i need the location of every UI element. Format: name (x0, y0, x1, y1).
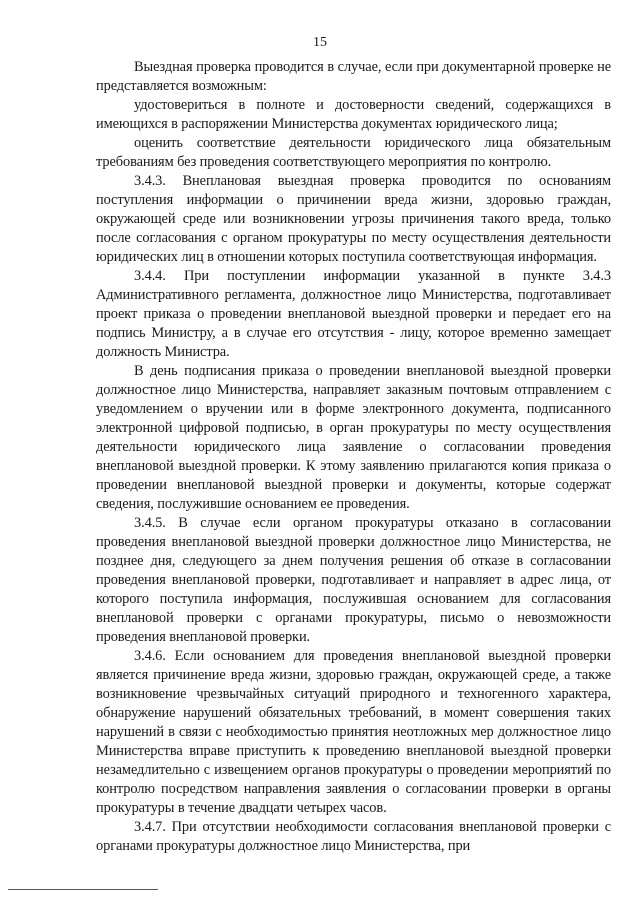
paragraph-3-4-3: 3.4.3. Внеплановая выездная проверка проводится по основаниям поступления информации о причинении вреда жизни, здоровью граждан, окружающей среде или возникновении угрозы причинения такого вреда, только после согласования с органом прокуратуры по месту осуществления деятельности юридических лиц в отношении которых поступила соответствующая информация. (96, 173, 611, 265)
paragraph-3-4-4: 3.4.4. При поступлении информации указанной в пункте 3.4.3 Административного регламента, должностное лицо Министерства, подготавливает проект приказа о проведении внеплановой выездной проверки и передает его на подпись Министру, а в случае его отсутствия - лицу, которое временно замещает должность Министра. (96, 268, 611, 360)
paragraph: В день подписания приказа о проведении внеплановой выездной проверки должностное лицо Министерства, направляет заказным почтовым отправлением с уведомлением о вручении или в форме электронного документа, подписанного электронной цифровой подписью, в орган прокуратуры по месту осуществления деятельности юридического лица заявление о согласовании проведения внеплановой выездной проверки. К этому заявлению прилагаются копия приказа о проведении внеплановой выездной проверки и документы, которые содержат сведения, послужившие основанием ее проведения. (96, 363, 611, 512)
page-number: 15 (313, 35, 327, 50)
paragraph-3-4-7: 3.4.7. При отсутствии необходимости согласования внеплановой проверки с органами прокуратуры должностное лицо Министерства, при (96, 819, 611, 854)
bottom-divider (8, 889, 158, 890)
paragraph-3-4-6: 3.4.6. Если основанием для проведения внеплановой выездной проверки является причинение вреда жизни, здоровью граждан, окружающей среде, а также возникновение чрезвычайных ситуаций природного и техногенного характера, обнаружение нарушений обязательных требований, в момент совершения таких нарушений в связи с необходимостью принятия неотложных мер должностное лицо Министерства вправе приступить к проведению внеплановой выездной проверки незамедлительно с извещением органов прокуратуры о проведении мероприятий по контролю посредством направления заявления о согласовании проверки в органы прокуратуры в течение двадцати четырех часов. (96, 648, 611, 816)
paragraph: Выездная проверка проводится в случае, если при документарной проверке не представляется возможным: (96, 59, 611, 94)
document-body (96, 58, 611, 856)
paragraph: оценить соответствие деятельности юридического лица обязательным требованиям без проведения соответствующего мероприятия по контролю. (96, 135, 611, 170)
paragraph: удостовериться в полноте и достоверности сведений, содержащихся в имеющихся в распоряжении Министерства документах юридического лица; (96, 97, 611, 132)
paragraph-3-4-5: 3.4.5. В случае если органом прокуратуры отказано в согласовании проведения внеплановой выездной проверки должностное лицо Министерства, не позднее дня, следующего за днем получения решения об отказе в согласовании проведения внеплановой проверки, подготавливает и направляет в адрес лица, от которого поступила информация, послужившая основанием для согласования внеплановой проверки с органами прокуратуры, письмо о невозможности проведения внеплановой проверки. (96, 515, 611, 645)
